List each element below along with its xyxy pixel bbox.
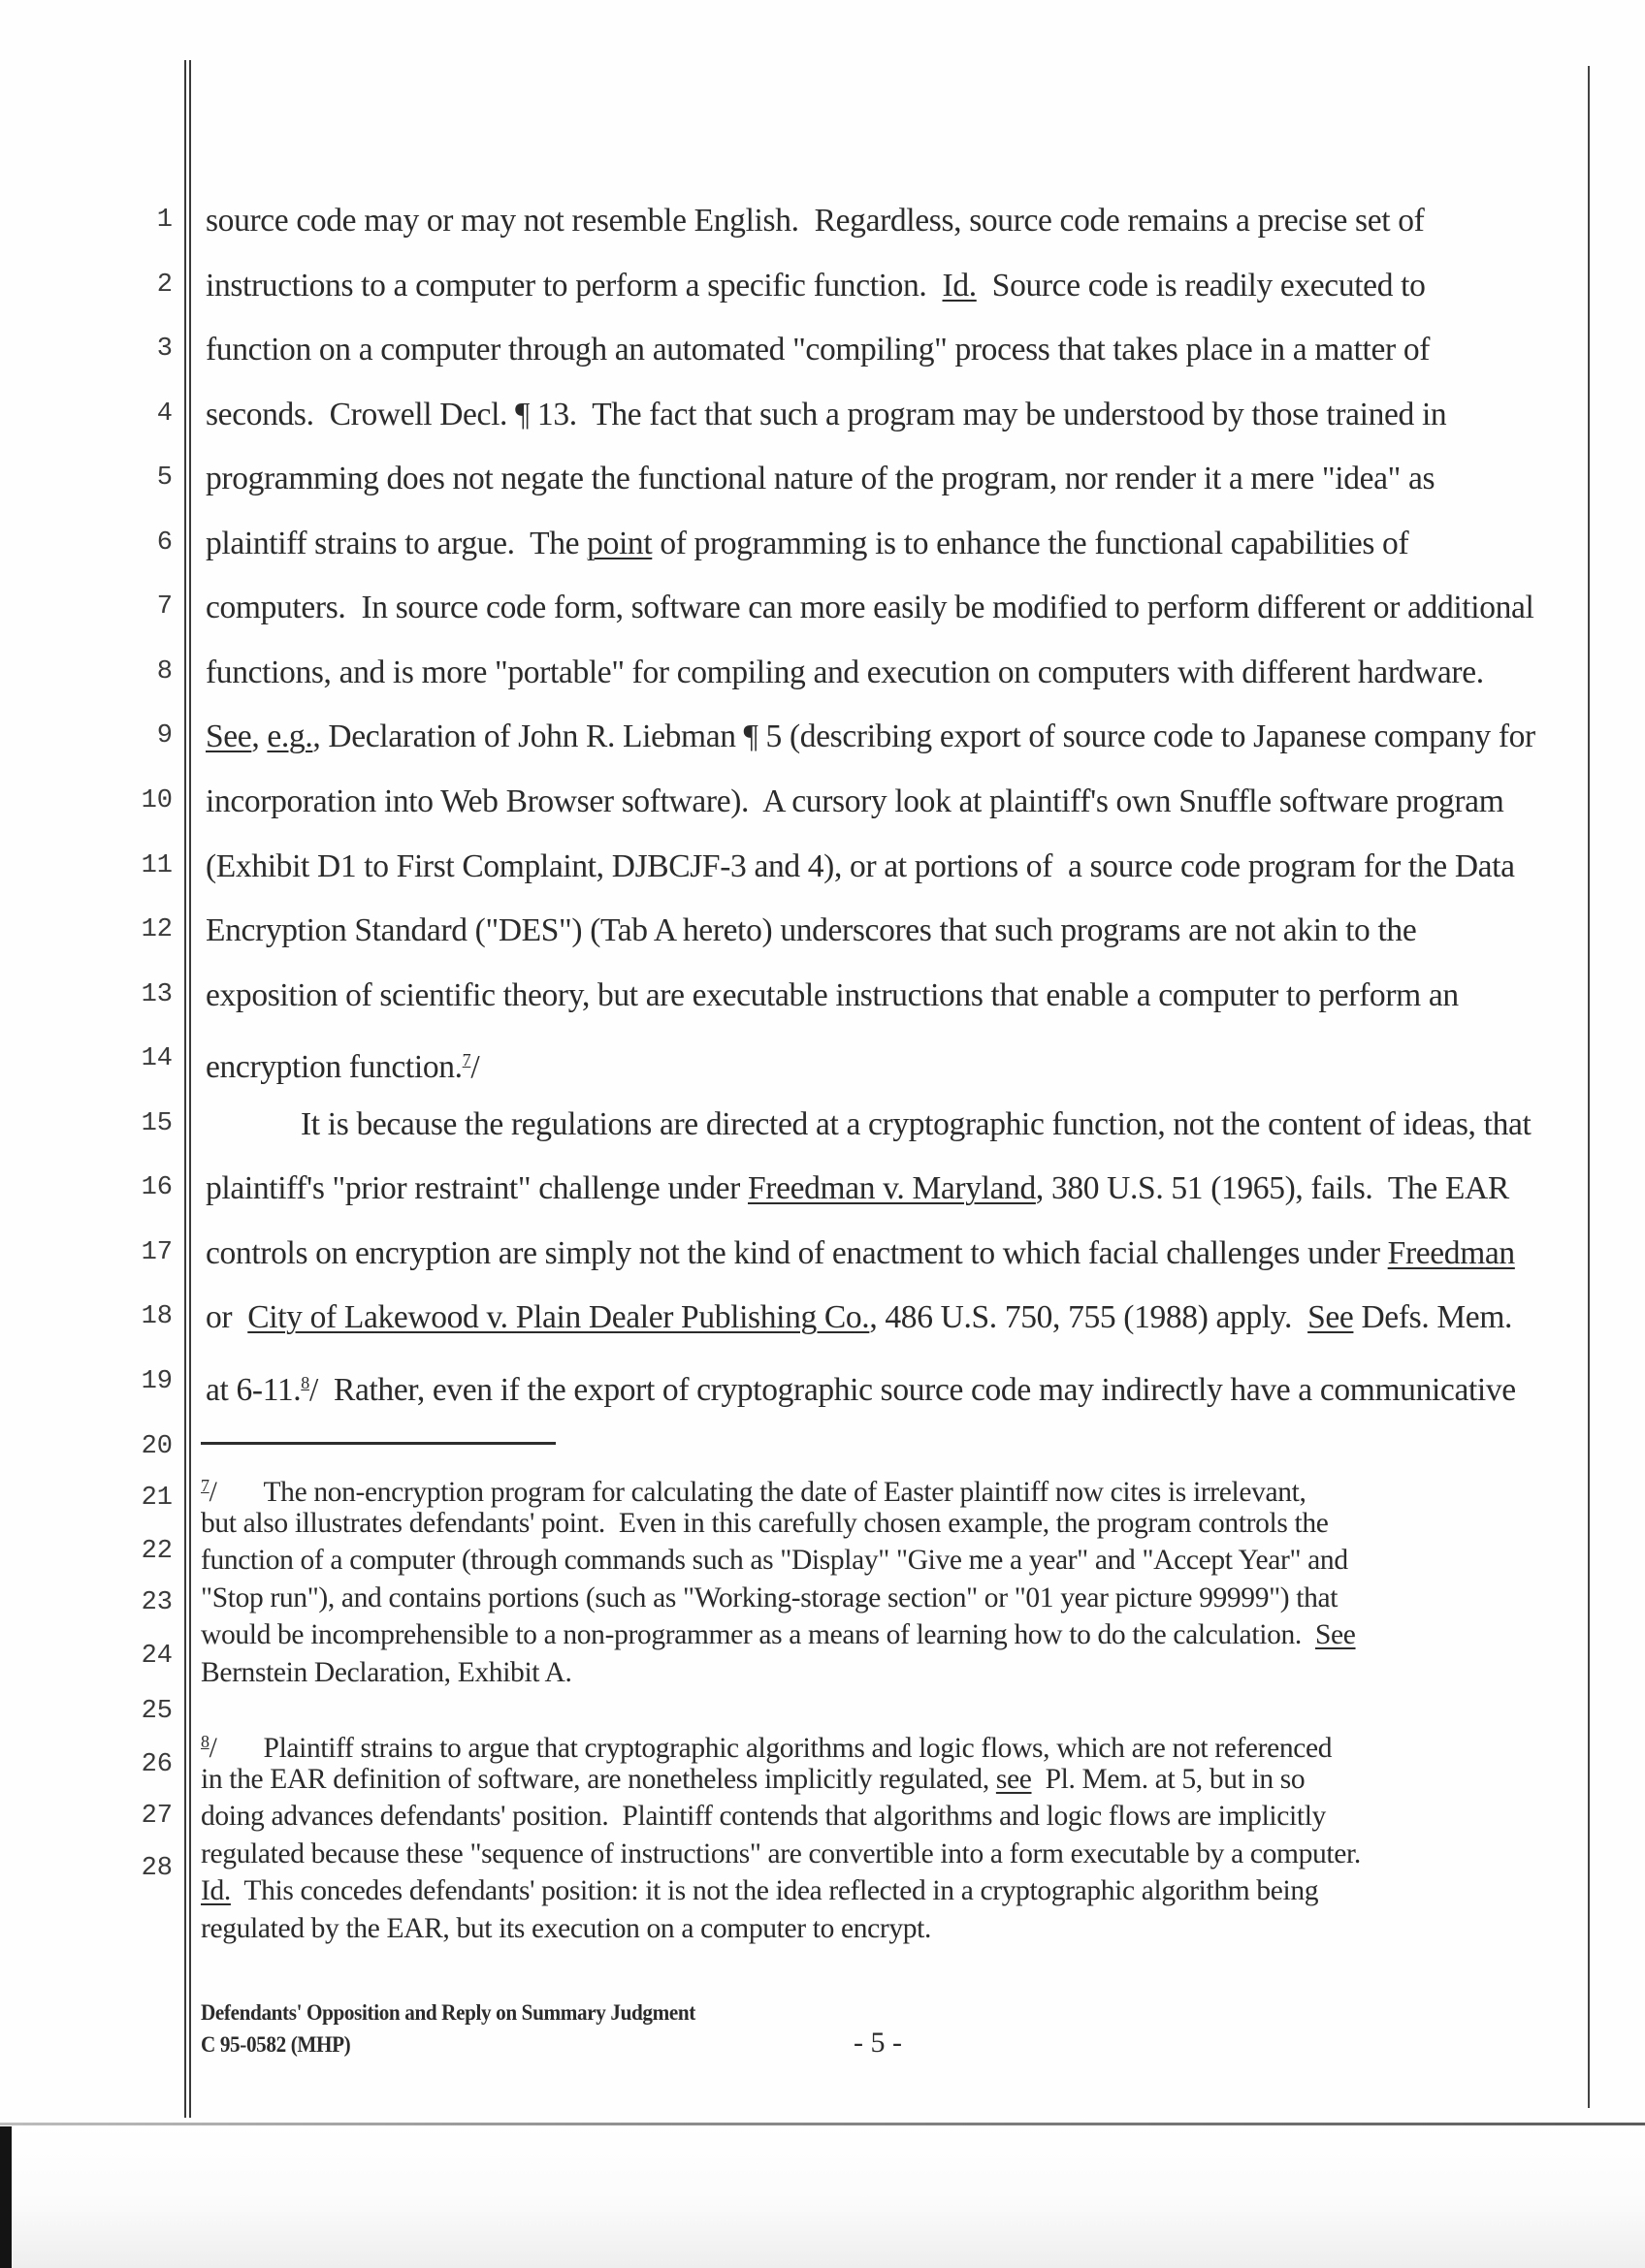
footnote-line xyxy=(201,1724,1332,1766)
line-number: 20 xyxy=(141,1432,173,1461)
text-run: incorporation into Web Browser software). A cursory look at plaintiff's own Snuffle software program xyxy=(206,783,1504,819)
text-run: Pl. Mem. at 5, but in so xyxy=(1031,1763,1306,1795)
footer-case-number: C 95-0582 (MHP) xyxy=(201,2032,351,2057)
line-number: 4 xyxy=(156,399,173,429)
footnote-line xyxy=(201,1581,1338,1615)
body-line xyxy=(206,525,1408,563)
text-run: function on a computer through an automated "compiling" process that takes place in a matter of xyxy=(206,332,1431,368)
body-line xyxy=(206,589,1534,627)
line-number: 11 xyxy=(141,850,173,880)
line-number: 10 xyxy=(141,785,173,815)
footnote-line xyxy=(201,1837,1361,1871)
line-number: 18 xyxy=(141,1302,173,1332)
footnote-line xyxy=(201,1655,572,1690)
underlined-citation: e.g. xyxy=(267,719,313,755)
body-line xyxy=(206,847,1515,886)
text-run: Source code is readily executed to xyxy=(976,267,1426,303)
line-number: 14 xyxy=(141,1044,173,1074)
body-line xyxy=(206,1234,1515,1273)
underlined-citation: see xyxy=(995,1763,1032,1795)
underlined-citation: See xyxy=(1314,1619,1356,1651)
line-number: 24 xyxy=(141,1642,173,1671)
line-number: 22 xyxy=(141,1537,173,1566)
text-run: controls on encryption are simply not the kind of enactment to which facial challenges under xyxy=(206,1234,1388,1271)
scanner-background xyxy=(0,2125,1645,2268)
underlined-citation: Id. xyxy=(942,267,977,303)
text-run: source code may or may not resemble English. Regardless, source code remains a precise set of xyxy=(206,203,1425,239)
line-number: 3 xyxy=(156,335,173,365)
underlined-citation: Freedman v. Maryland xyxy=(748,1170,1036,1207)
scanner-shadow-strip xyxy=(0,2126,12,2268)
body-line xyxy=(206,654,1484,692)
text-run: exposition of scientific theory, but are executable instructions that enable a computer to perform an xyxy=(206,976,1459,1013)
underlined-citation: See xyxy=(206,719,252,755)
body-line xyxy=(206,460,1435,498)
line-number: 26 xyxy=(141,1750,173,1779)
text-run: Defs. Mem. xyxy=(1353,1299,1513,1336)
footnote-reference: 7 xyxy=(462,1050,471,1070)
text-run: , xyxy=(251,719,268,755)
text-run: plaintiff's "prior restraint" challenge under xyxy=(206,1170,748,1207)
line-number: 6 xyxy=(156,527,173,558)
line-number: 13 xyxy=(141,979,173,1009)
footnote-line xyxy=(201,1873,1318,1908)
text-run: regulated because these "sequence of instructions" are convertible into a form executable by a computer. xyxy=(201,1837,1361,1869)
line-number: 9 xyxy=(156,721,173,751)
body-line xyxy=(206,1169,1509,1208)
text-run: but also illustrates defendants' point. Even in this carefully chosen example, the program controls the xyxy=(201,1507,1329,1539)
left-margin-rule-outer xyxy=(184,60,186,2118)
body-line xyxy=(206,202,1424,240)
footnote-line xyxy=(201,1506,1329,1541)
line-number: 25 xyxy=(141,1697,173,1726)
footnote-line xyxy=(201,1543,1348,1578)
left-margin-rule-inner xyxy=(189,60,191,2118)
text-run: plaintiff strains to argue. The xyxy=(206,525,588,561)
footnote-line xyxy=(201,1911,931,1946)
body-line xyxy=(206,911,1416,950)
body-line xyxy=(206,1298,1512,1337)
footnote-reference: 8 xyxy=(301,1372,309,1392)
text-run: Encryption Standard ("DES") (Tab A hereto) underscores that such programs are not akin to the xyxy=(206,912,1417,949)
body-line xyxy=(206,1363,1516,1410)
line-number: 27 xyxy=(141,1802,173,1831)
text-run: at 6-11. xyxy=(206,1371,302,1408)
text-run: / Rather, even if the export of cryptographic source code may indirectly have a communicative xyxy=(308,1371,1516,1408)
text-run: , Declaration of John R. Liebman ¶ 5 (describing export of source code to Japanese company for xyxy=(312,719,1535,755)
line-number: 19 xyxy=(141,1366,173,1396)
body-line xyxy=(206,396,1446,434)
text-run: in the EAR definition of software, are nonetheless implicitly regulated, xyxy=(201,1763,996,1795)
text-run: instructions to a computer to perform a specific function. xyxy=(206,267,943,303)
body-line xyxy=(206,718,1535,756)
text-run: programming does not negate the functional nature of the program, nor render it a mere "idea" as xyxy=(206,461,1435,497)
line-number: 7 xyxy=(156,592,173,623)
underlined-citation: Freedman xyxy=(1387,1234,1515,1271)
footnote-separator xyxy=(201,1442,556,1445)
body-line xyxy=(206,1040,479,1087)
text-run: Bernstein Declaration, Exhibit A. xyxy=(201,1657,572,1688)
line-number: 28 xyxy=(141,1854,173,1883)
line-number: 17 xyxy=(141,1237,173,1267)
line-number: 2 xyxy=(156,270,173,300)
body-line xyxy=(206,267,1425,305)
text-run: , 380 U.S. 51 (1965), fails. The EAR xyxy=(1035,1170,1509,1207)
right-margin-rule xyxy=(1588,66,1590,2108)
text-run: , 486 U.S. 750, 755 (1988) apply. xyxy=(869,1299,1308,1336)
text-run: / xyxy=(470,1049,480,1086)
footnote-line xyxy=(201,1617,1356,1652)
underlined-citation: point xyxy=(587,525,653,561)
footnote-slash: / xyxy=(209,1733,217,1764)
line-number: 15 xyxy=(141,1108,173,1138)
body-line xyxy=(206,783,1503,821)
line-number: 5 xyxy=(156,463,173,494)
line-number: 12 xyxy=(141,915,173,945)
text-run: computers. In source code form, software can more easily be modified to perform different or additional xyxy=(206,590,1534,626)
text-run: Plaintiff strains to argue that cryptographic algorithms and logic flows, which are not referenced xyxy=(263,1733,1333,1764)
text-run: would be incomprehensible to a non-programmer as a means of learning how to do the calculation. xyxy=(201,1619,1315,1651)
footnote-line xyxy=(201,1468,1306,1510)
footnote-line xyxy=(201,1799,1326,1834)
footnote-slash: / xyxy=(209,1477,217,1508)
underlined-citation: See xyxy=(1307,1299,1354,1336)
text-run: regulated by the EAR, but its execution on a computer to encrypt. xyxy=(201,1913,932,1944)
underlined-citation: Id. xyxy=(201,1875,231,1907)
page-number: - 5 - xyxy=(854,2027,902,2059)
footnote-number: 8 xyxy=(201,1732,210,1751)
text-run: It is because the regulations are directed at a cryptographic function, not the content of ideas, that xyxy=(301,1105,1532,1142)
text-run: or xyxy=(206,1299,248,1336)
footnote-line xyxy=(201,1762,1305,1797)
line-number: 1 xyxy=(156,206,173,235)
body-line xyxy=(206,1105,1531,1144)
text-run: functions, and is more "portable" for compiling and execution on computers with different hardware. xyxy=(206,654,1484,690)
underlined-citation: City of Lakewood v. Plain Dealer Publishing Co. xyxy=(247,1299,870,1336)
text-run: "Stop run"), and contains portions (such as "Working-storage section" or "01 year picture 99999") that xyxy=(201,1581,1339,1613)
text-run: (Exhibit D1 to First Complaint, DJBCJF-3 and 4), or at portions of a source code program for the Data xyxy=(206,847,1515,884)
text-run: encryption function. xyxy=(206,1049,463,1086)
body-line xyxy=(206,331,1430,369)
line-number: 21 xyxy=(141,1484,173,1513)
body-line xyxy=(206,976,1459,1015)
text-run: seconds. Crowell Decl. ¶ 13. The fact that such a program may be understood by those trained in xyxy=(206,396,1447,432)
footnote-number: 7 xyxy=(201,1476,210,1495)
line-number: 23 xyxy=(141,1588,173,1617)
text-run: This concedes defendants' position: it is not the idea reflected in a cryptographic algorithm being xyxy=(230,1875,1319,1907)
text-run: The non-encryption program for calculating the date of Easter plaintiff now cites is irrelevant, xyxy=(263,1477,1306,1508)
text-run: doing advances defendants' position. Plaintiff contends that algorithms and logic flows are implicitly xyxy=(201,1801,1326,1833)
text-run: function of a computer (through commands such as "Display" "Give me a year" and "Accept Year" and xyxy=(201,1545,1348,1577)
line-number: 16 xyxy=(141,1173,173,1203)
footer-title: Defendants' Opposition and Reply on Summary Judgment xyxy=(201,2000,695,2025)
line-number: 8 xyxy=(156,656,173,687)
text-run: of programming is to enhance the functional capabilities of xyxy=(652,525,1409,561)
